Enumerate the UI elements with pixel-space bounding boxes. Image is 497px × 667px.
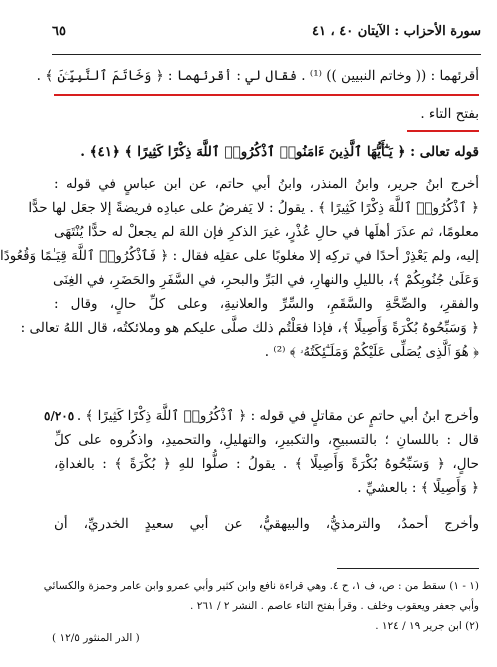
paragraph-1-line: معلومًا، ثم عذَرَ أهلَها في حالِ عُذْرٍ، غيرَ الذكرِ فإن اللهَ لم يجعلْ له حدًّا يُنْتَهَى: [54, 224, 479, 240]
footnote-rule: [337, 568, 479, 569]
top-line-2: بفتح التاء .: [420, 106, 479, 122]
paragraph-1-line: وَعَلَىٰ جُنُوبِكُمْ ﴾، بالليلِ والنهارِ، في البَرِّ والبحرِ، في السَّفَرِ والحَضَرِ، في الغِنَى: [52, 272, 479, 288]
paragraph-2-line: قال : باللسانِ ؛ بالتسبيحِ، والتكبيرِ، والتهليلِ، والتحميدِ، واذكُروه على كلِّ: [54, 432, 479, 448]
top-line-1: أقرئهما : (( وخاتم النبيين )) ⁽¹⁾ . فقال لي : أقرئهما : ﴿ وَخَاتَمَ ٱلنَّبِيِّـۧنَ ﴾ .: [36, 68, 479, 84]
paragraph-2-line: وأخرج ابنُ أبي حاتمٍ عن مقاتلٍ في قوله : ﴿ ٱذْكُرُوا۟ ٱللَّهَ ذِكْرًا كَثِيرًا ﴾ .: [76, 408, 479, 424]
paragraph-1-line: أخرج ابنُ جرير، وابنُ المنذر، وابنُ أبي حاتم، عن ابن عباسٍ في قوله :: [54, 176, 479, 192]
page-number: ٦٥: [52, 24, 66, 39]
paragraph-1-line: إليه، ولم يَعْذِرْ أحدًا في تركِه إلا مغلوبًا على عقلِه فقال : ﴿ فَٱذْكُرُوا۟ ٱللَّهَ قِيَـٰمًا وَقُعُودًا: [0, 248, 479, 264]
running-title: سورة الأحزاب : الآيتان ٤٠ ، ٤١: [312, 24, 481, 39]
paragraph-3-line: وأخرج أحمدُ، والترمذيُّ، والبيهقيُّ، عن أبي سعيدٍ الخدريِّ، أن: [54, 516, 479, 532]
margin-reference: ٥/٢٠٥: [44, 409, 75, 423]
paragraph-1-line: ﴿ ٱذْكُرُوا۟ ٱللَّهَ ذِكْرًا كَثِيرًا ﴾ . يقولُ : لا يَفرضُ على عبادِه فريضةً إلا جعَل لها حدًّا: [28, 200, 479, 216]
footnote: وأبي جعفر ويعقوب وخلف . وقرأ بفتح التاء عاصم . النشر ٢ / ٢٦١ .: [190, 600, 479, 612]
verse-heading: قوله تعالى : ﴿ يَـٰٓأَيُّهَا ٱلَّذِينَ ءَامَنُوا۟ ٱذْكُرُوا۟ ٱللَّهَ ذِكْرًا كَثِيرًا ﴾ ﴿٤١﴾ .: [80, 144, 479, 160]
paragraph-1-line: ﴿ وَسَبِّحُوهُ بُكْرَةً وَأَصِيلًا ﴾، فإذا فعَلْتُم ذلك صلَّى عليكم هو وملائكتُه، قال اللهُ تعالى :: [20, 320, 479, 336]
paragraph-2-line: ﴿ وَأَصِيلًا ﴾ : بالعشيِّ .: [357, 480, 479, 496]
paragraph-1-line: ﴿ هُوَ ٱلَّذِى يُصَلِّى عَلَيْكُمْ وَمَلَـٰٓئِكَتُهُۥ ﴾ ⁽²⁾ .: [264, 344, 479, 360]
page-header: [52, 24, 481, 46]
paragraph-1-line: والفقرِ، والصِّحَّةِ والسَّقَمِ، والسِّرِّ والعلانيةِ، وعلى كلِّ حالٍ، وقال :: [54, 296, 479, 312]
red-underline-2: [407, 130, 479, 132]
footnote: (٢) ابن جرير ١٩ / ١٢٤ .: [375, 620, 479, 632]
footnote: (١ - ١) سقط من : ص، ف ١، ح ٤. وهي قراءة نافع وابن كثير وأبي عمرو وابن عامر وحمزة والكسائي: [43, 580, 479, 592]
paragraph-2-line: حالٍ، ﴿ وَسَبِّحُوهُ بُكْرَةً وَأَصِيلًا ﴾ . يقولُ : صلُّوا للهِ ﴿ بُكْرَةً ﴾ : بالغداةِ،: [54, 456, 479, 472]
header-rule: [52, 54, 481, 55]
page-footer: ( الدر المنثور ١٢/٥ ): [52, 632, 140, 644]
red-underline-1: [54, 94, 479, 96]
